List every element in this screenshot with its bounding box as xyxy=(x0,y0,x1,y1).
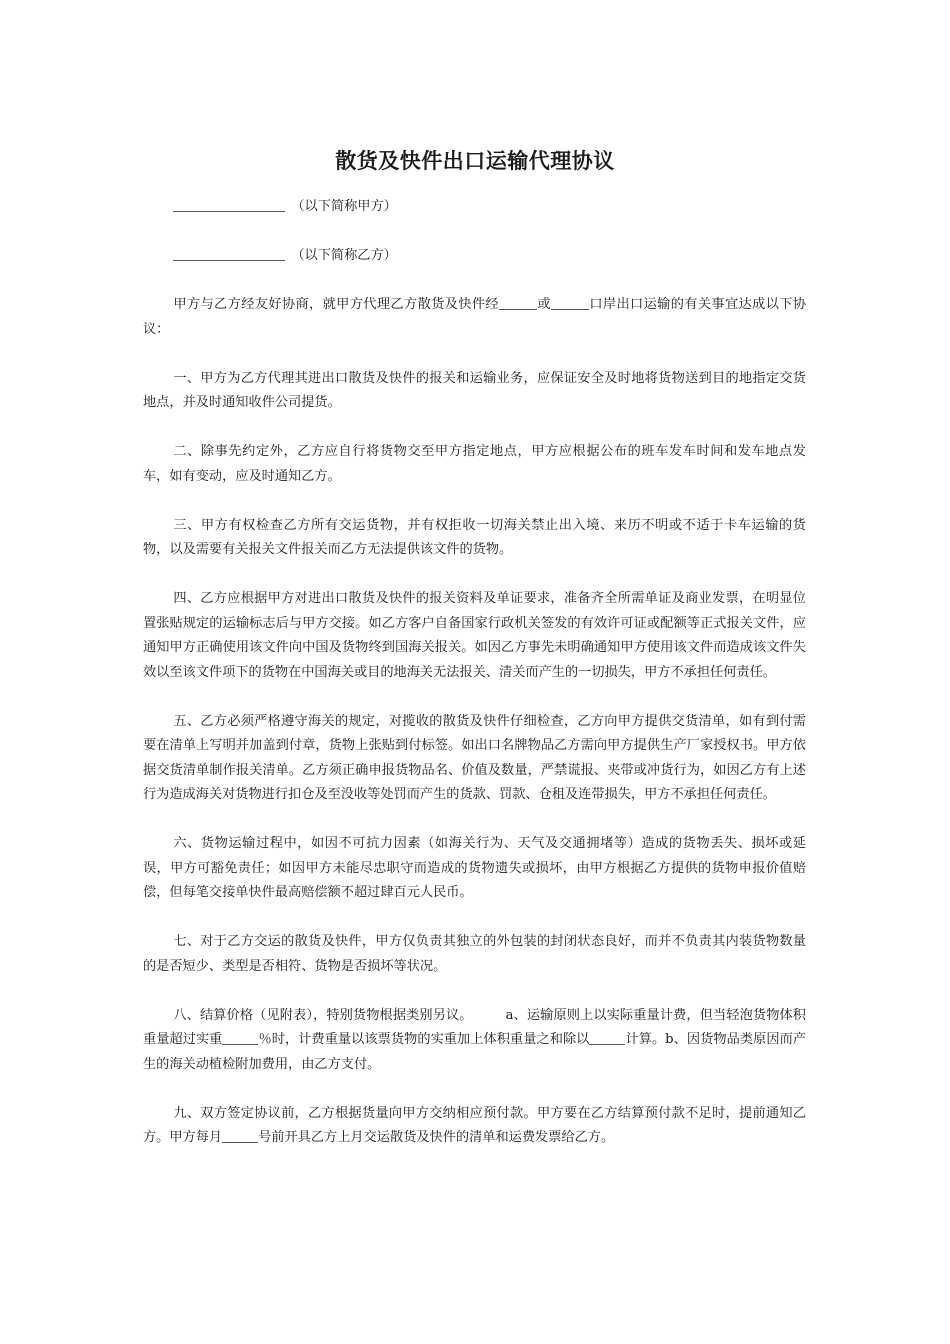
document-title: 散货及快件出口运输代理协议 xyxy=(335,149,615,173)
party-b-line xyxy=(143,244,806,269)
clause-8-text-2: a、运输原则上以实际重量计费，但当轻泡货物体积重量超过实重 xyxy=(143,1007,806,1047)
party-a-blank xyxy=(173,197,285,212)
clause-1: 一、甲方为乙方代理其进出口散货及快件的报关和运输业务，应保证安全及时地将货物送到目的地指定交货地点，并及时通知收件公司提货。 xyxy=(143,370,806,410)
clause-9 xyxy=(143,1102,806,1151)
clause-7: 七、对于乙方交运的散货及快件，甲方仅负责其独立的外包装的封闭状态良好，而并不负责其内装货物数量的是否短少、类型是否相符、货物是否损坏等状况。 xyxy=(143,934,806,974)
clause-8 xyxy=(143,1004,806,1078)
clause-8-text-1: 八、结算价格（见附表），特别货物根据类别另议。 xyxy=(173,1007,473,1023)
port-blank-1 xyxy=(499,295,537,310)
port-blank-2 xyxy=(551,295,589,310)
clause-6: 六、货物运输过程中，如因不可抗力因素（如海关行为、天气及交通拥堵等）造成的货物丢失、损坏或延误，甲方可豁免责任；如因甲方未能尽忠职守而造成的货物遗失或损坏，由甲方根据乙方提供的货物申报价值赔偿，但每笔交接单快件最高赔偿额不超过肆百元人民币。 xyxy=(143,836,806,900)
clause-3: 三、甲方有权检查乙方所有交运货物，并有权拒收一切海关禁止出入境、来历不明或不适于卡车运输的货物，以及需要有关报关文件报关而乙方无法提供该文件的货物。 xyxy=(143,517,806,557)
intro-text-1: 甲方与乙方经友好协商，就甲方代理乙方散货及快件经 xyxy=(173,297,499,312)
clause-5: 五、乙方必须严格遵守海关的规定，对揽收的散货及快件仔细检查，乙方向甲方提供交货清单，如有到付需要在清单上写明并加盖到付章，货物上张贴到付标签。如出口名牌物品乙方需向甲方提供生产厂家授权书。甲方依据交货清单制作报关清单。乙方须正确申报货物品名、价值及数量，严禁谎报、夹带或冲货行为，如因乙方有上述行为造成海关对货物进行扣仓及至没收等处罚而产生的货款、罚款、仓租及连带损失，甲方不承担任何责任。 xyxy=(143,713,806,802)
percent-blank xyxy=(222,1030,258,1045)
intro-text-2: 或 xyxy=(536,297,551,312)
clause-2: 二、除事先约定外，乙方应自行将货物交至甲方指定地点，甲方应根据公布的班车发车时间和发车地点发车，如有变动，应及时通知乙方。 xyxy=(143,444,806,484)
party-a-label: （以下简称甲方） xyxy=(291,199,397,214)
clause-4: 四、乙方应根据甲方对进出口散货及快件的报关资料及单证要求，准备齐全所需单证及商业发票，在明显位置张贴规定的运输标志后与甲方交接。如乙方客户自备国家行政机关签发的有效许可证或配额等正式报关文件，应通知甲方正确使用该文件向中国及货物终到国海关报关。如因乙方事先未明确通知甲方使用该文件而造成该文件失效以至该文件项下的货物在中国海关或目的地海关无法报关、清关而产生的一切损失，甲方不承担任何责任。 xyxy=(143,591,806,680)
clause-8-text-3: ％时，计费重量以该票货物的实重加上体积重量之和除以 xyxy=(258,1032,590,1047)
divisor-blank xyxy=(589,1030,625,1045)
clause-8-text-4: 计算。b、因货物品类原因而产生的海关动植检附加费用，由乙方支付。 xyxy=(143,1032,806,1072)
document-body xyxy=(143,195,806,1175)
party-b-label: （以下简称乙方） xyxy=(291,248,397,263)
intro-paragraph xyxy=(143,293,806,342)
day-blank xyxy=(222,1128,258,1143)
clause-9-text-1: 九、双方签定协议前，乙方根据货量向甲方交纳相应预付款。甲方要在乙方结算预付款不足时，提前通知乙方。甲方每月 xyxy=(143,1105,806,1145)
party-a-line xyxy=(143,195,806,220)
clause-9-text-2: 号前开具乙方上月交运散货及快件的清单和运费发票给乙方。 xyxy=(258,1130,615,1145)
intro-text-3: 口岸出口运输的有关事宜达成以下协议： xyxy=(143,297,807,337)
party-b-blank xyxy=(173,246,285,261)
